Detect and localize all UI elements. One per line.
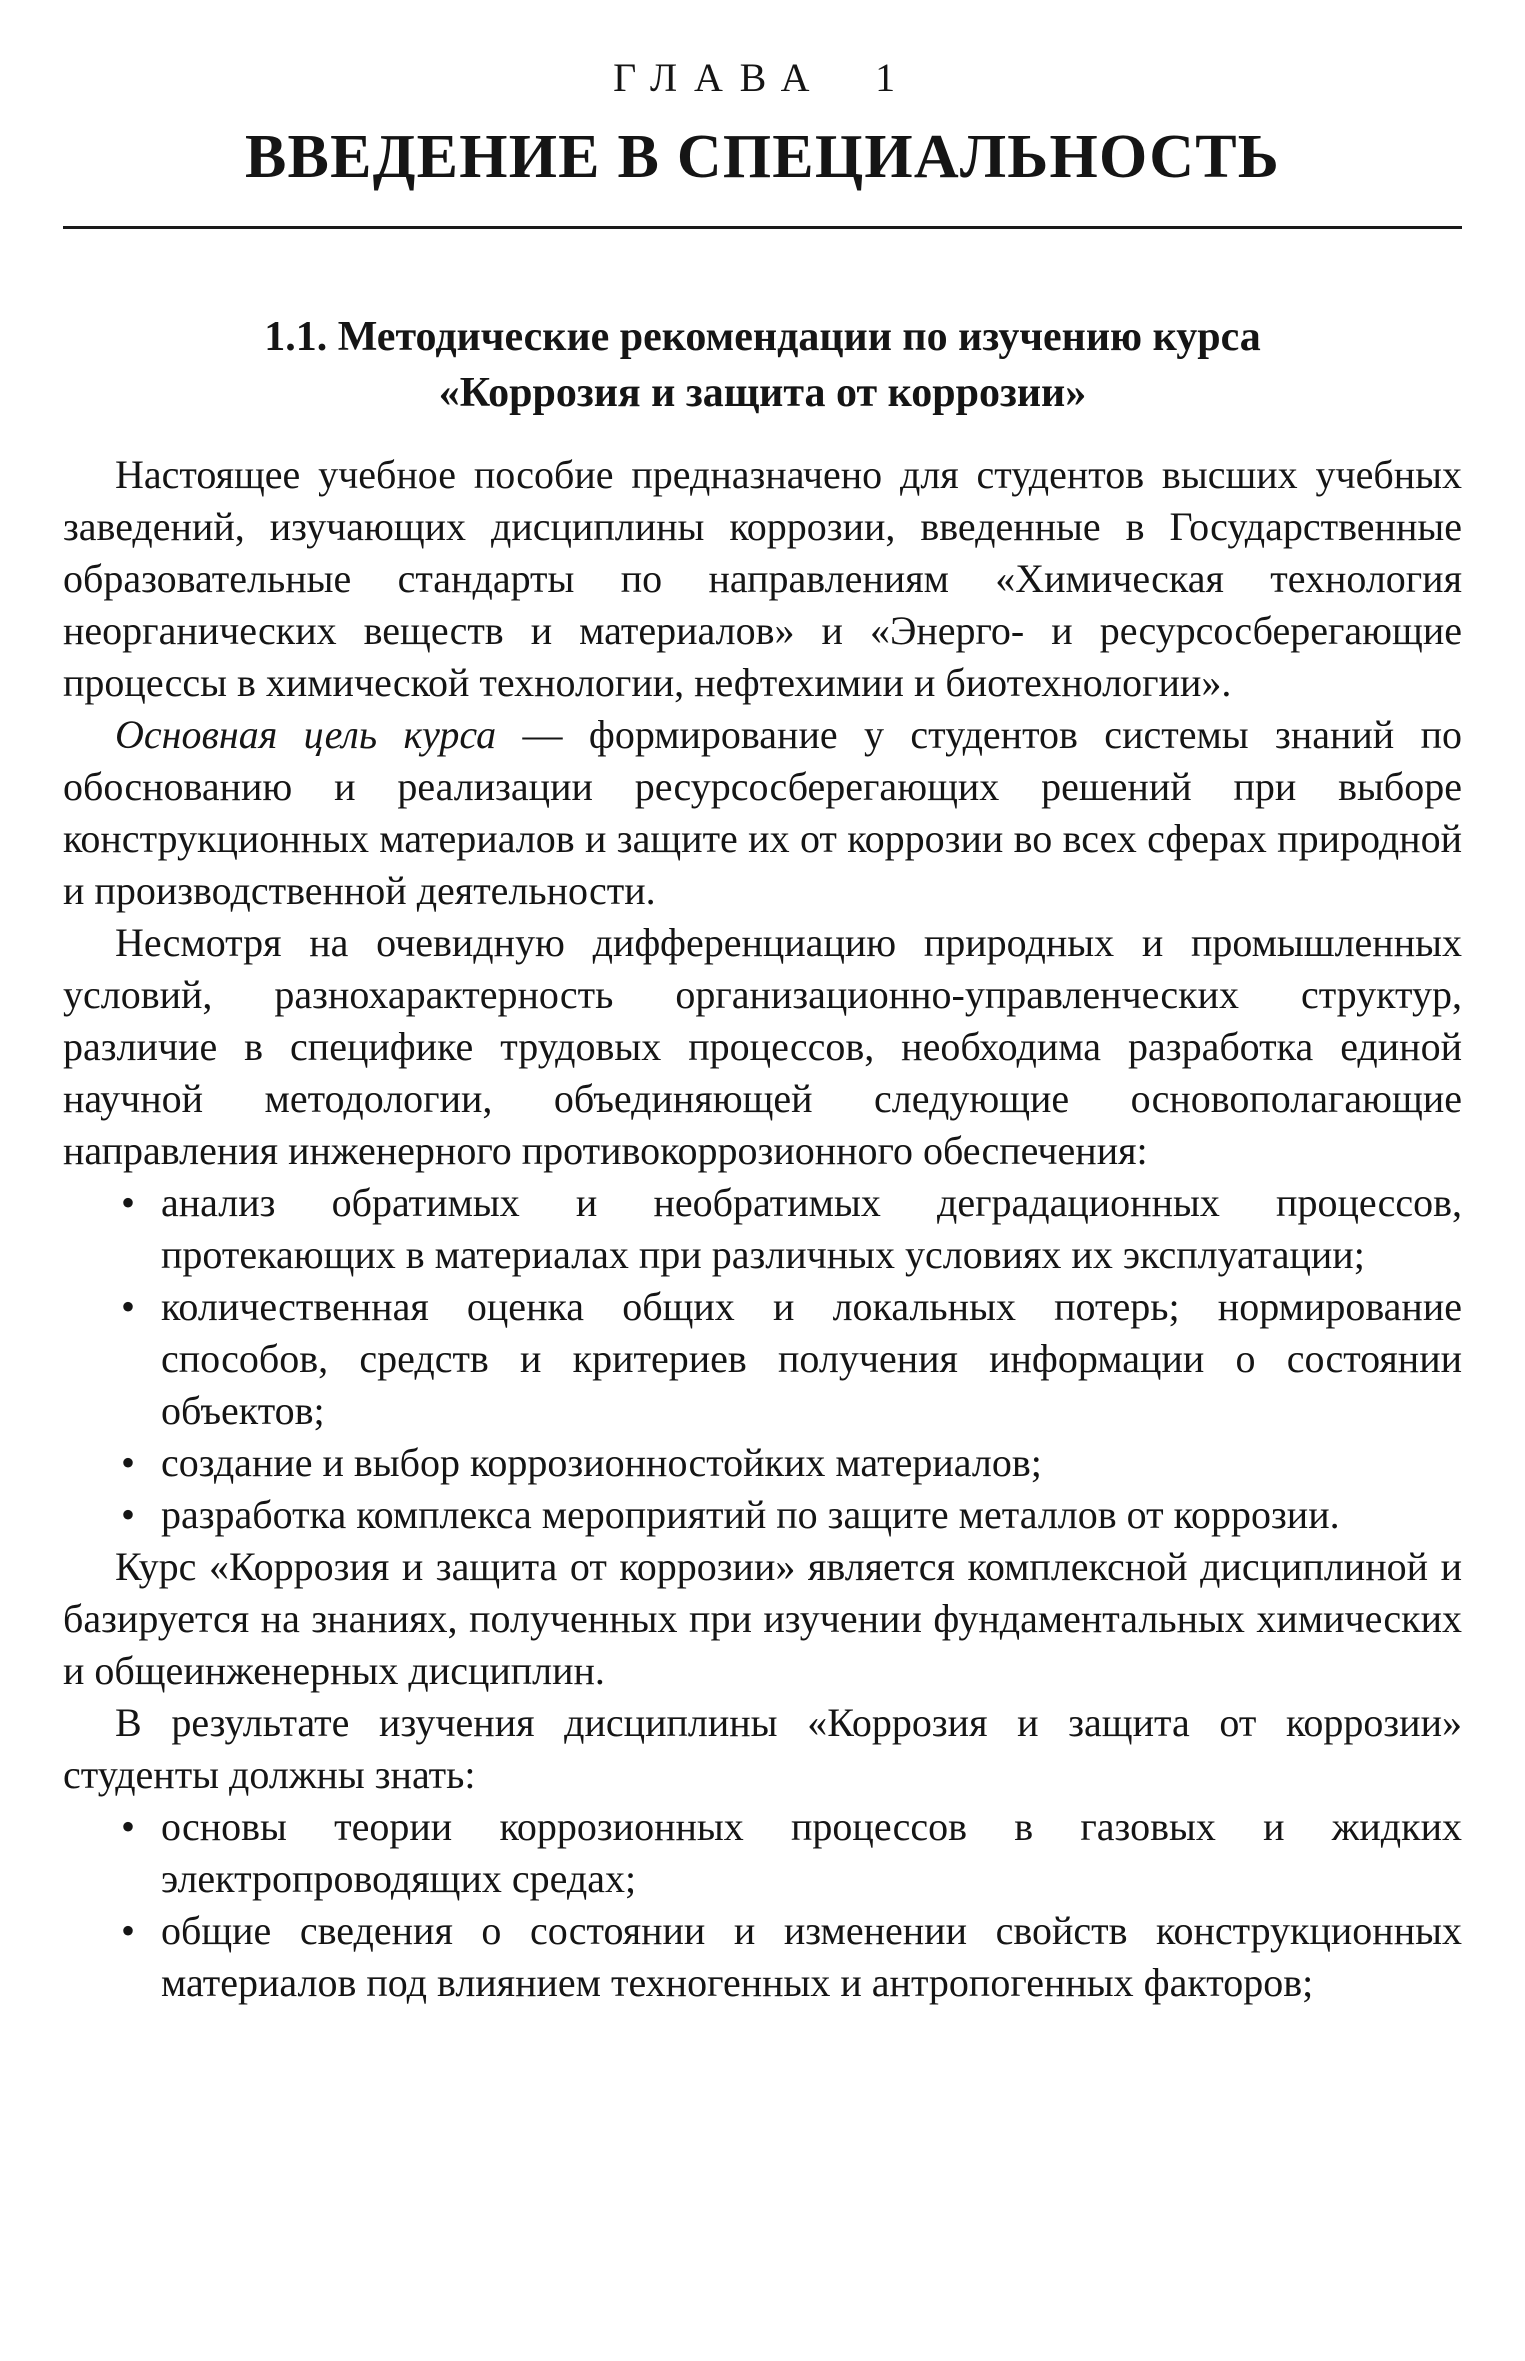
list-item-text: разработка комплекса мероприятий по защите металлов от коррозии.	[161, 1492, 1340, 1537]
list-item	[115, 1489, 1462, 1541]
course-goal-rest: — формирование у студентов системы знаний по обоснованию и реализации ресурсосберегающих решений при выборе конструкционных материалов и защите их от коррозии во всех сферах природной и производственной деятельности.	[63, 712, 1463, 913]
list-item	[115, 1905, 1462, 2009]
list-item-text: создание и выбор коррозионностойких материалов;	[161, 1440, 1042, 1485]
bullet-icon: •	[121, 1284, 136, 1329]
paragraph-course-position: Курс «Коррозия и защита от коррозии» является комплексной дисциплиной и базируется на знаниях, полученных при изучении фундаментальных химических и общеинженерных дисциплин.	[63, 1544, 1462, 1693]
chapter-label: ГЛАВА 1	[613, 55, 912, 100]
list-item-text: основы теории коррозионных процессов в газовых и жидких электропроводящих средах;	[161, 1804, 1462, 1901]
list-item	[115, 1177, 1462, 1281]
paragraph-course-goal	[63, 709, 1462, 917]
list-item-text: количественная оценка общих и локальных потерь; нормирование способов, средств и критериев получения информации о состоянии объектов;	[161, 1284, 1462, 1433]
paragraph-learning-outcomes-intro: В результате изучения дисциплины «Коррозия и защита от коррозии» студенты должны знать:	[63, 1700, 1462, 1797]
title-rule	[63, 226, 1462, 229]
bullet-icon: •	[121, 1492, 136, 1537]
chapter-title: ВВЕДЕНИЕ В СПЕЦИАЛЬНОСТЬ	[244, 123, 1281, 191]
section-heading-line1: 1.1. Методические рекомендации по изучению курса	[264, 314, 1261, 360]
section-heading	[63, 309, 1462, 421]
list-item-text: общие сведения о состоянии и изменении свойств конструкционных материалов под влиянием техногенных и антропогенных факторов;	[161, 1908, 1462, 2005]
list-item	[115, 1437, 1462, 1489]
paragraph-methodology: Несмотря на очевидную дифференциацию природных и промышленных условий, разнохарактерность организационно-управленческих структур, различие в специфике трудовых процессов, необходима разработка единой научной методологии, объединяющей следующие основополагающие направления инженерного противокоррозионного обеспечения:	[63, 920, 1462, 1173]
bullet-icon: •	[121, 1180, 136, 1225]
page-body	[63, 449, 1462, 2009]
list-item	[115, 1281, 1462, 1437]
bullet-icon: •	[121, 1908, 136, 1953]
knowledge-list	[63, 1801, 1462, 2009]
paragraph-intro: Настоящее учебное пособие предназначено для студентов высших учебных заведений, изучающих дисциплины коррозии, введенные в Государственные образовательные стандарты по направлениям «Химическая технология неорганических веществ и материалов» и «Энерго- и ресурсосберегающие процессы в химической технологии, нефтехимии и биотехнологии».	[63, 452, 1462, 705]
directions-list	[63, 1177, 1462, 1541]
course-goal-lead-italic: Основная цель курса	[115, 712, 497, 757]
list-item	[115, 1801, 1462, 1905]
list-item-text: анализ обратимых и необратимых деградационных процессов, протекающих в материалах при различных условиях их эксплуатации;	[161, 1180, 1462, 1277]
bullet-icon: •	[121, 1804, 136, 1849]
section-heading-line2: «Коррозия и защита от коррозии»	[438, 370, 1087, 416]
bullet-icon: •	[121, 1440, 136, 1485]
